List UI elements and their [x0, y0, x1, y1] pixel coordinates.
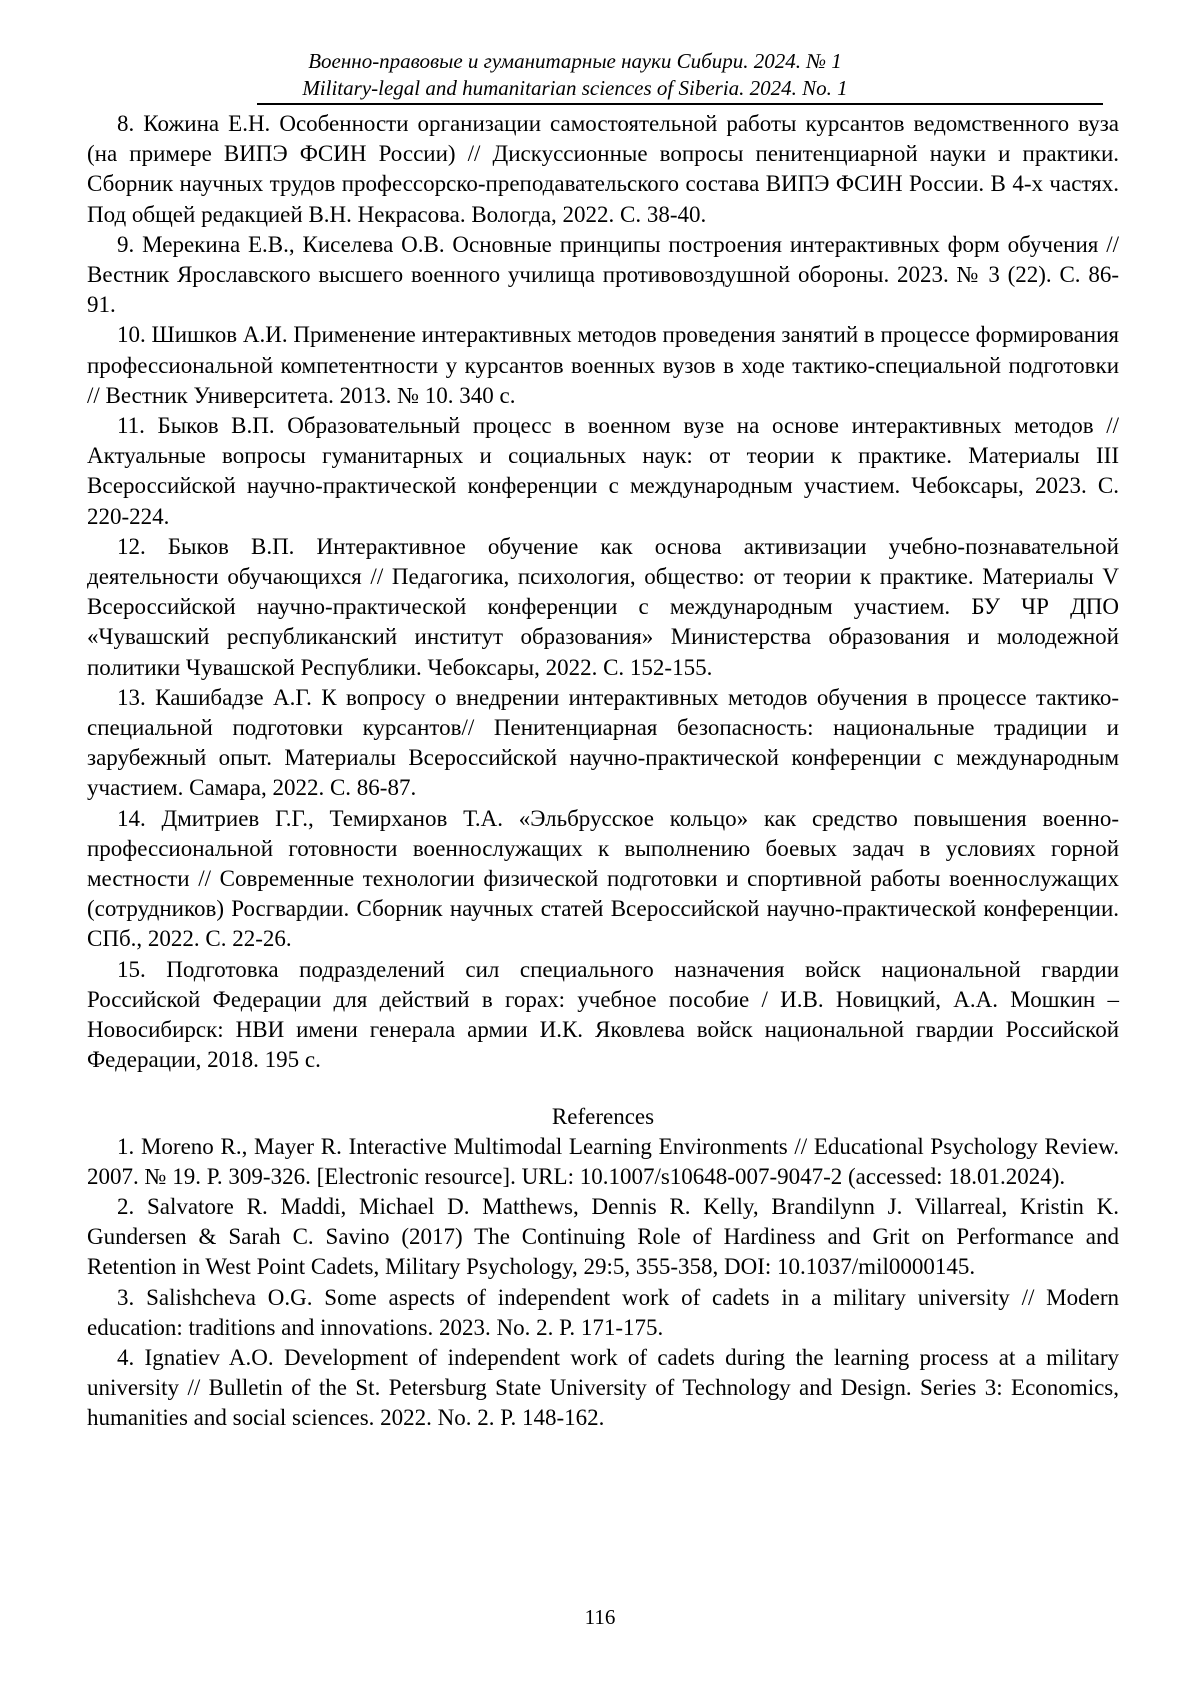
running-header: [87, 48, 1119, 102]
journal-title-en: Military-legal and humanitarian sciences of Siberia. 2024. No. 1: [87, 75, 1063, 102]
reference-item: 8. Кожина Е.Н. Особенности организации самостоятельной работы курсантов ведомственного вуза (на примере ВИПЭ ФСИН России) // Дискуссионные вопросы пенитенциарной науки и практики. Сборник научных трудов профессорско-преподавательского состава ВИПЭ ФСИН России. В 4-х частях. Под общей редакцией В.Н. Некрасова. Вологда, 2022. С. 38-40.: [87, 109, 1119, 230]
reference-item: 14. Дмитриев Г.Г., Темирханов Т.А. «Эльбрусское кольцо» как средство повышения военно-профессиональной готовности военнослужащих к выполнению боевых задач в условиях горной местности // Современные технологии физической подготовки и спортивной работы военнослужащих (сотрудников) Росгвардии. Сборник научных статей Всероссийской научно-практической конференции. СПб., 2022. С. 22-26.: [87, 804, 1119, 955]
russian-reference-list: [87, 109, 1119, 1076]
reference-item: 15. Подготовка подразделений сил специального назначения войск национальной гвардии Российской Федерации для действий в горах: учебное пособие / И.В. Новицкий, А.А. Мошкин – Новосибирск: НВИ имени генерала армии И.К. Яковлева войск национальной гвардии Российской Федерации, 2018. 195 с.: [87, 955, 1119, 1076]
reference-item: 3. Salishcheva O.G. Some aspects of independent work of cadets in a military university // Modern education: traditions and innovations. 2023. No. 2. P. 171-175.: [87, 1283, 1119, 1343]
journal-title-ru: Военно-правовые и гуманитарные науки Сибири. 2024. № 1: [87, 48, 1063, 75]
reference-item: 12. Быков В.П. Интерактивное обучение как основа активизации учебно-познавательной деятельности обучающихся // Педагогика, психология, общество: от теории к практике. Материалы V Всероссийской научно-практической конференции с международным участием. БУ ЧР ДПО «Чувашский республиканский институт образования» Министерства образования и молодежной политики Чувашской Республики. Чебоксары, 2022. С. 152-155.: [87, 532, 1119, 683]
reference-item: 1. Moreno R., Mayer R. Interactive Multimodal Learning Environments // Educational Psychology Review. 2007. № 19. P. 309-326. [Electronic resource]. URL: 10.1007/s10648-007-9047-2 (accessed: 18.01.2024).: [87, 1132, 1119, 1192]
reference-item: 4. Ignatiev A.O. Development of independent work of cadets during the learning process at a military university // Bulletin of the St. Petersburg State University of Technology and Design. Series 3: Economics, humanities and social sciences. 2022. No. 2. P. 148-162.: [87, 1343, 1119, 1434]
english-reference-list: [87, 1132, 1119, 1434]
header-divider: [257, 103, 1103, 105]
page-number: 116: [0, 1604, 1200, 1630]
references-heading: References: [87, 1102, 1119, 1132]
reference-item: 13. Кашибадзе А.Г. К вопросу о внедрении интерактивных методов обучения в процессе тактико-специальной подготовки курсантов// Пенитенциарная безопасность: национальные традиции и зарубежный опыт. Материалы Всероссийской научно-практической конференции с международным участием. Самара, 2022. С. 86-87.: [87, 683, 1119, 804]
page: [87, 48, 1119, 1434]
reference-item: 11. Быков В.П. Образовательный процесс в военном вузе на основе интерактивных методов // Актуальные вопросы гуманитарных и социальных наук: от теории к практике. Материалы III Всероссийской научно-практической конференции с международным участием. Чебоксары, 2023. С. 220-224.: [87, 411, 1119, 532]
reference-item: 2. Salvatore R. Maddi, Michael D. Matthews, Dennis R. Kelly, Brandilynn J. Villarreal, Kristin K. Gundersen & Sarah C. Savino (2017) The Continuing Role of Hardiness and Grit on Performance and Retention in West Point Cadets, Military Psychology, 29:5, 355-358, DOI: 10.1037/mil0000145.: [87, 1192, 1119, 1283]
reference-item: 10. Шишков А.И. Применение интерактивных методов проведения занятий в процессе формирования профессиональной компетентности у курсантов военных вузов в ходе тактико-специальной подготовки // Вестник Университета. 2013. № 10. 340 с.: [87, 320, 1119, 411]
reference-item: 9. Мерекина Е.В., Киселева О.В. Основные принципы построения интерактивных форм обучения // Вестник Ярославского высшего военного училища противовоздушной обороны. 2023. № 3 (22). С. 86-91.: [87, 230, 1119, 321]
